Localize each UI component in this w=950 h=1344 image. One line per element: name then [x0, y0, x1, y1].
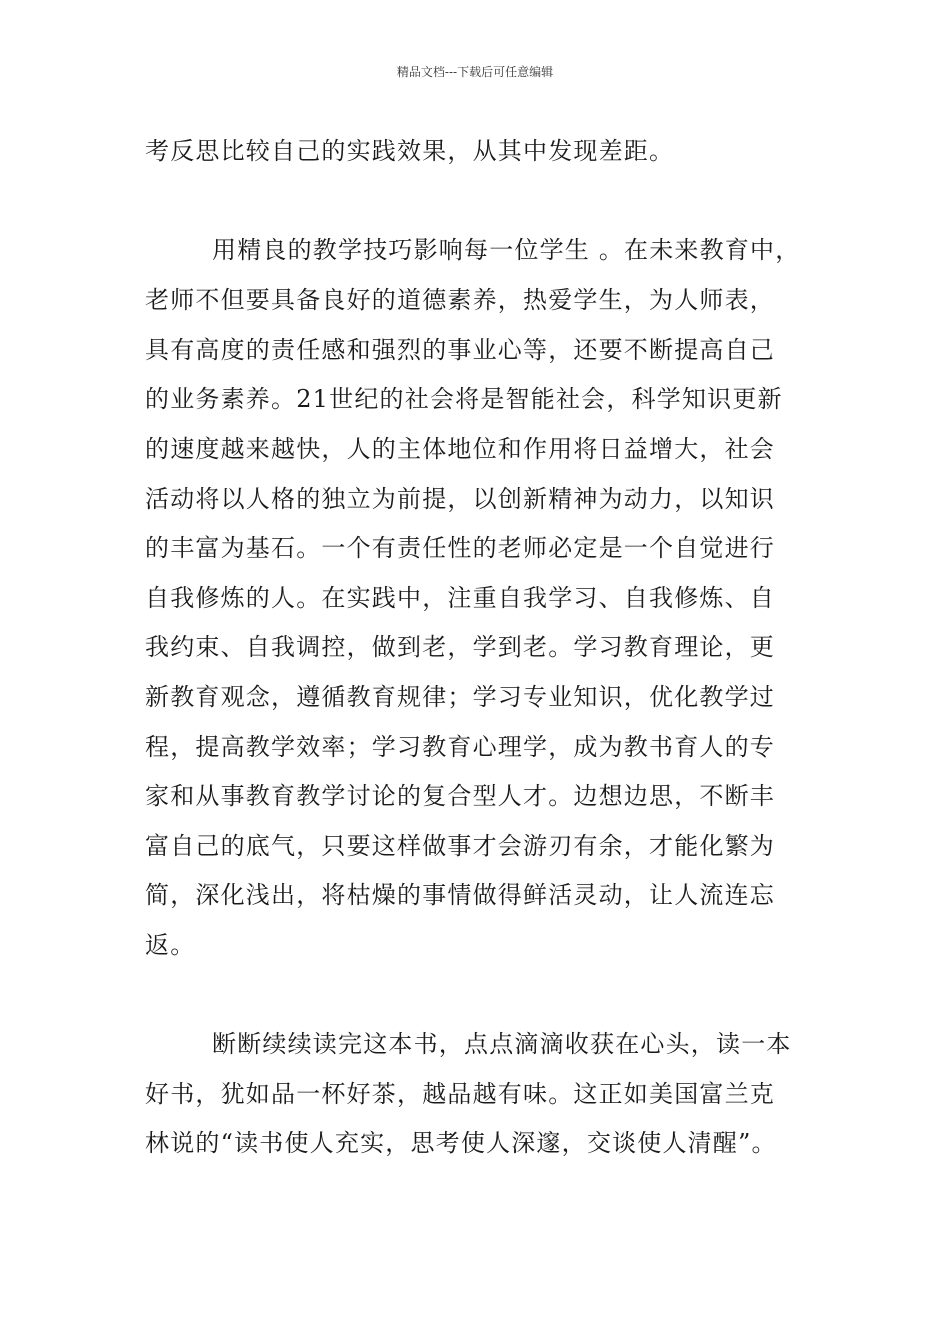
paragraph-2-line-15: 返。	[145, 931, 196, 959]
paragraph-2-line-2: 老师不但要具备良好的道德素养，热爱学生，为人师表，	[145, 286, 775, 314]
paragraph-2-line-11: 程，提高教学效率；学习教育心理学，成为教书育人的专	[145, 733, 775, 761]
paragraph-1-line-1: 考反思比较自己的实践效果，从其中发现差距。	[145, 137, 675, 165]
paragraph-2-line-13: 富自己的底气，只要这样做事才会游刃有余，才能化繁为	[145, 832, 775, 860]
page-header: 精品文档---下载后可任意编辑	[396, 65, 554, 79]
paragraph-2-line-12: 家和从事教育教学讨论的复合型人才。边想边思，不断丰	[145, 782, 775, 810]
paragraph-3-line-3: 林说的“读书使人充实，思考使人深邃，交谈使人清醒”。	[145, 1129, 777, 1157]
paragraph-2-line-7: 的丰富为基石。一个有责任性的老师必定是一个自觉进行	[145, 534, 775, 562]
paragraph-2-line-9: 我约束、自我调控，做到老，学到老。学习教育理论，更	[145, 633, 775, 661]
paragraph-2-line-1: 用精良的教学技巧影响每一位学生 。在未来教育中，	[212, 236, 801, 264]
paragraph-2-line-14: 简，深化浅出，将枯燥的事情做得鲜活灵动，让人流连忘	[145, 881, 775, 909]
paragraph-2-line-5: 的速度越来越快，人的主体地位和作用将日益增大，社会	[145, 435, 775, 463]
paragraph-2-line-6: 活动将以人格的独立为前提，以创新精神为动力，以知识	[145, 485, 775, 513]
paragraph-3-line-1: 断断续续读完这本书，点点滴滴收获在心头，读一本	[212, 1030, 792, 1058]
paragraph-3-line-2: 好书，犹如品一杯好茶，越品越有味。这正如美国富兰克	[145, 1080, 775, 1108]
paragraph-2-line-4: 的业务素养。21世纪的社会将是智能社会，科学知识更新	[145, 385, 783, 413]
paragraph-2-line-10: 新教育观念，遵循教育规律；学习专业知识，优化教学过	[145, 683, 775, 711]
paragraph-2-line-8: 自我修炼的人。在实践中，注重自我学习、自我修炼、自	[145, 584, 775, 612]
paragraph-2-line-3: 具有高度的责任感和强烈的事业心等，还要不断提高自己	[145, 336, 775, 364]
